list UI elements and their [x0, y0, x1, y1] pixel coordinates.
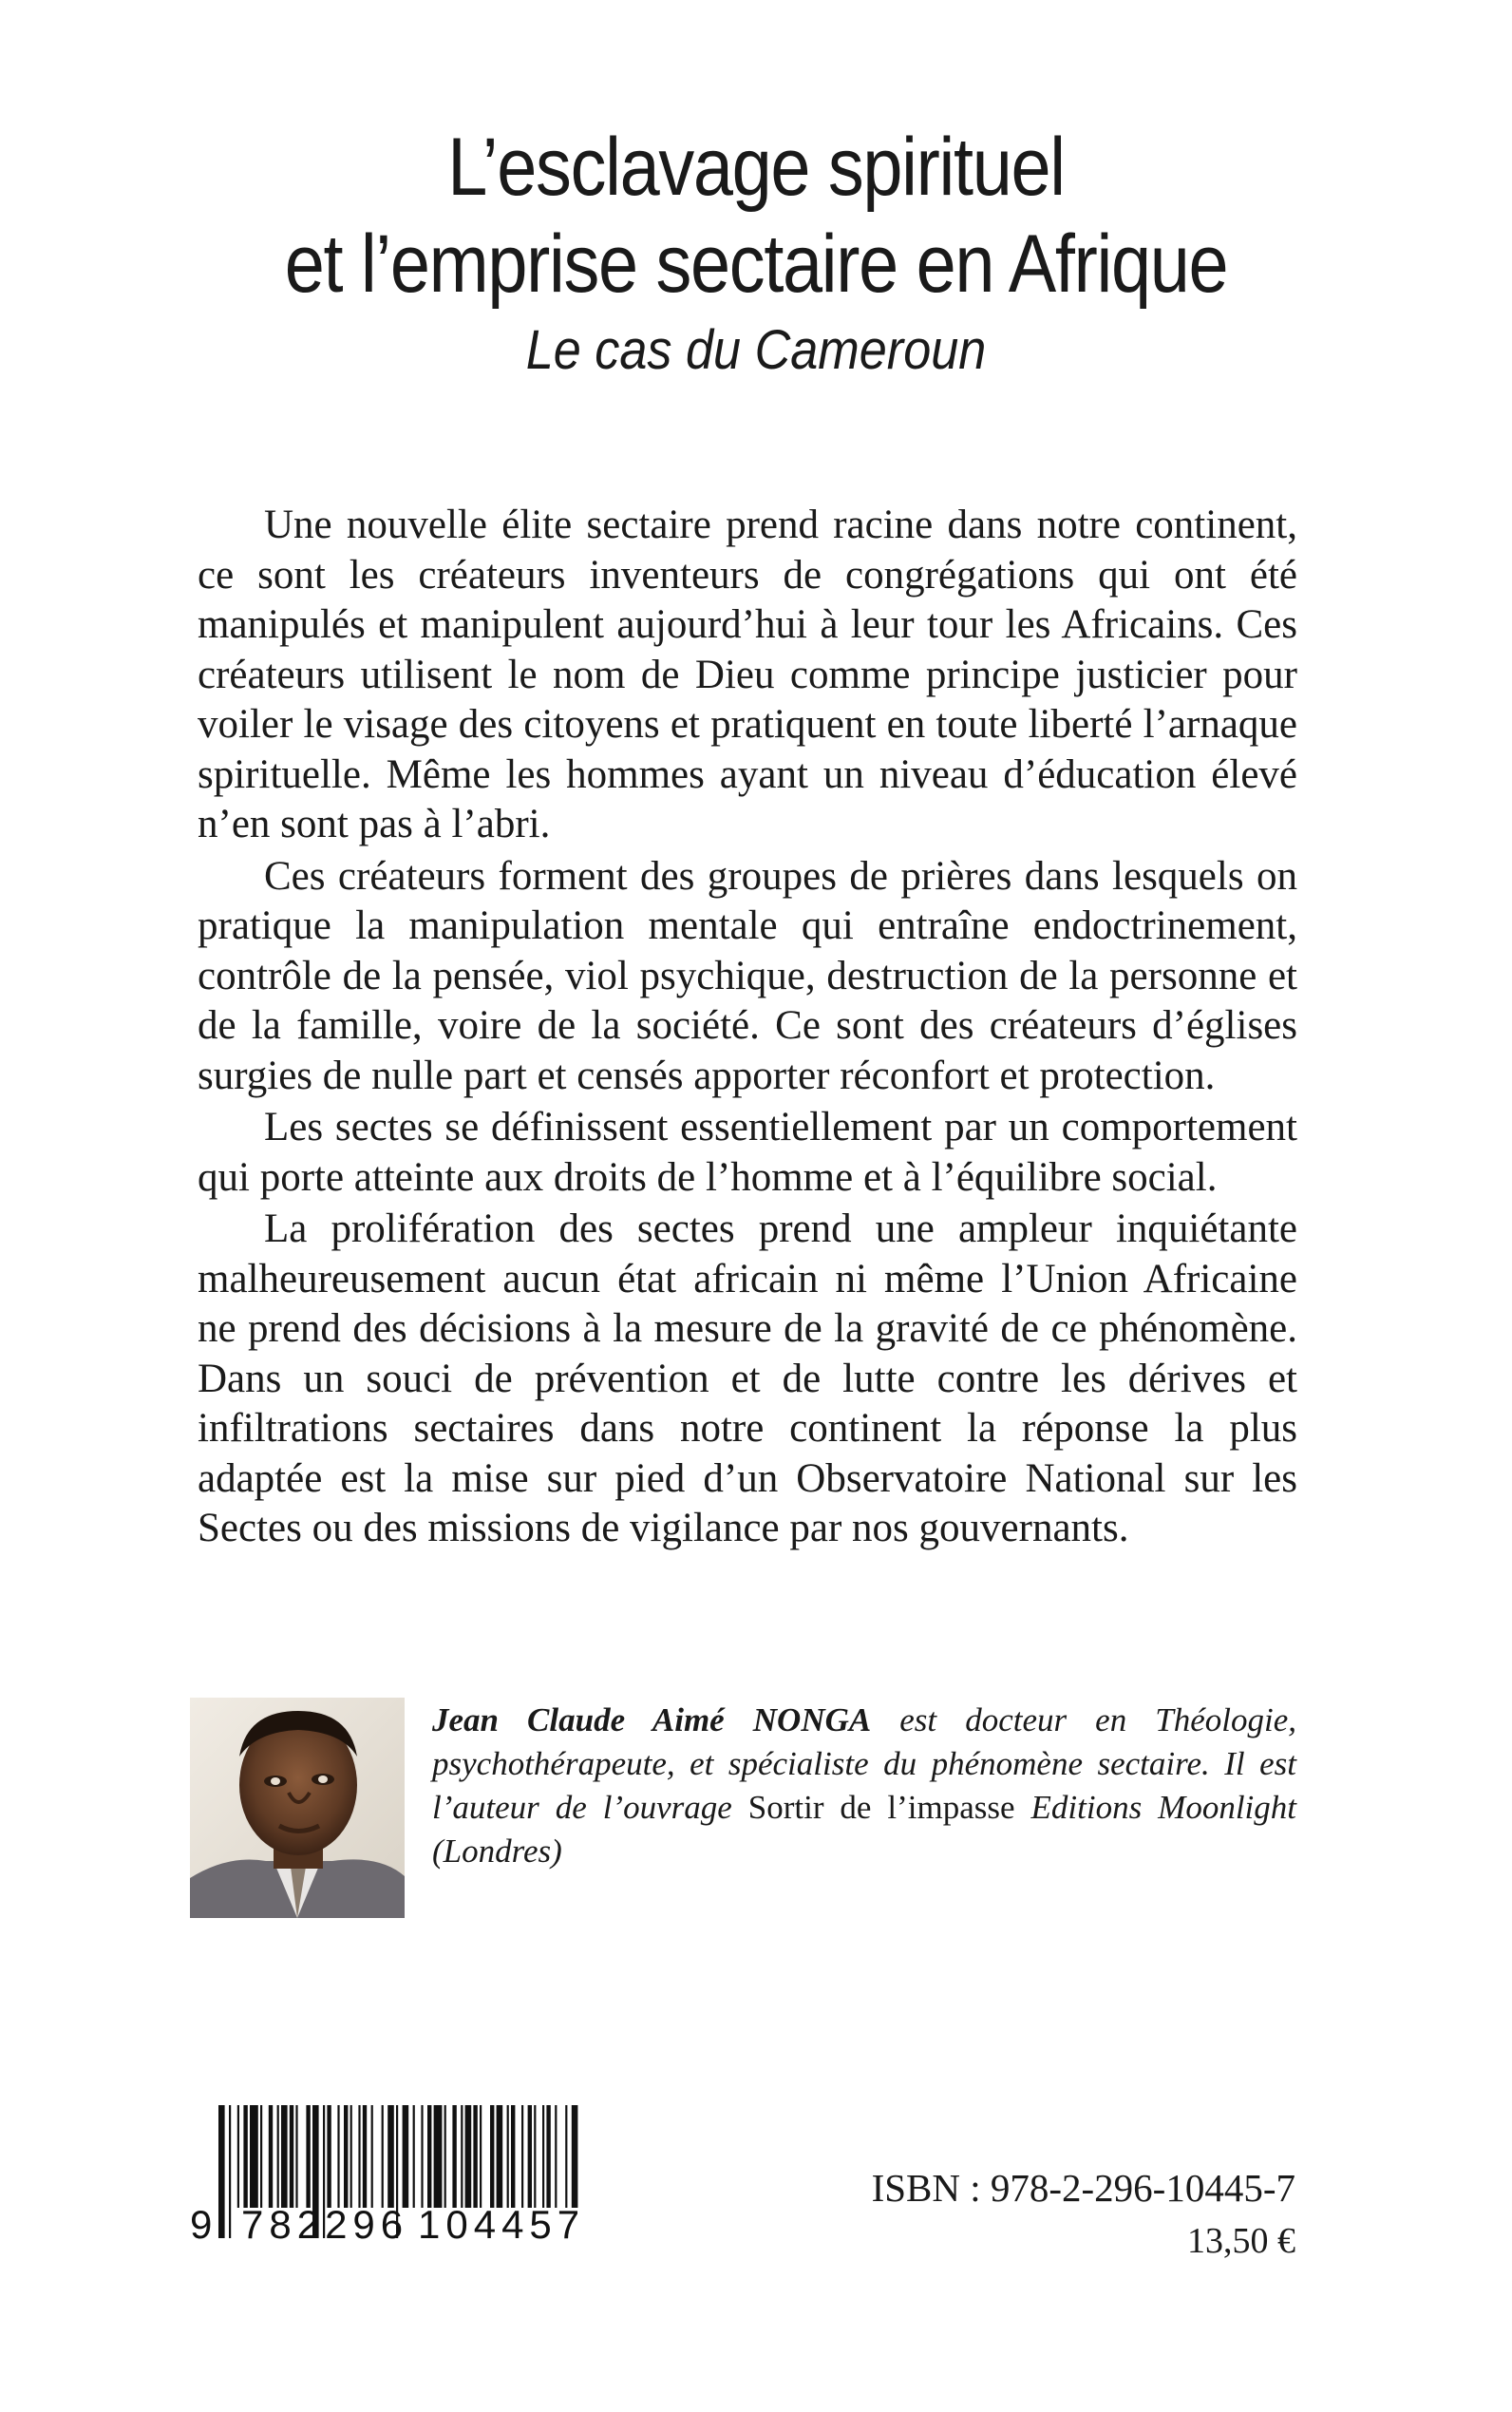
- barcode-bar: [358, 2105, 360, 2208]
- barcode-bar: [497, 2105, 503, 2208]
- barcode-bar: [290, 2105, 293, 2208]
- barcode-bar: [452, 2105, 456, 2208]
- barcode-bar: [572, 2105, 578, 2208]
- barcode-bar: [427, 2105, 431, 2208]
- barcode-bar: [363, 2105, 367, 2208]
- barcode-digit-group-1: 782296: [241, 2202, 409, 2247]
- barcode-bar: [344, 2105, 348, 2208]
- blurb-text: [198, 501, 1297, 1556]
- book-title-line-2: et l’emprise sectaire en Afrique: [284, 218, 1228, 310]
- barcode-bar: [327, 2105, 331, 2208]
- blurb-paragraph-2: Ces créateurs forment des groupes de prières dans lesquels on pratique la manipulation mentale qui entraîne endoctrinement, contrôle de la pensée, viol psychique, destruction de la personne et de la famille, voire de la société. Ce sont des créateurs d’églises surgies de nulle part et censés apporter réconfort et protection.: [198, 853, 1297, 1098]
- author-bio-text-1: est docteur en Théologie, psychothérapeute, et spécialiste du phénomène sectaire. Il est l’auteur de l’ouvrage: [432, 1701, 1297, 1826]
- author-name: Jean Claude Aimé NONGA: [432, 1701, 872, 1738]
- barcode-bar: [421, 2105, 423, 2208]
- barcode-bar: [387, 2105, 394, 2208]
- barcode-bar: [269, 2105, 273, 2208]
- title-block: [0, 119, 1512, 389]
- barcode-bar: [546, 2105, 550, 2208]
- blurb-paragraph-1: Une nouvelle élite sectaire prend racine dans notre continent, ce sont les créateurs inventeurs de congrégations qui ont été manipulés et manipulent aujourd’hui à leur tour les Africains. Ces créateurs utilisent le nom de Dieu comme principe justicier pour voiler le visage des citoyens et pratiquent en toute liberté l’arnaque spirituelle. Même les hommes ayant un niveau d’éducation élevé n’en sont pas à l’abri.: [198, 503, 1297, 846]
- barcode-bar: [277, 2105, 279, 2208]
- barcode-bar: [382, 2105, 384, 2208]
- author-book-title: Sortir de l’impasse: [747, 1789, 1015, 1826]
- barcode-bar: [490, 2105, 494, 2208]
- barcode-bar: [480, 2105, 482, 2208]
- barcode-bar: [260, 2105, 262, 2208]
- isbn: ISBN : 978-2-296-10445-7: [871, 2166, 1295, 2210]
- barcode-bar: [295, 2105, 297, 2208]
- barcode-bar: [473, 2105, 477, 2208]
- barcode-bar: [528, 2105, 532, 2208]
- blurb-paragraph-4: La prolifération des sectes prend une ampleur inquiétante malheureusement aucun état africain ni même l’Union Africaine ne prend des décisions à la mesure de la gravité de ce phénomène. Dans un souci de prévention et de lutte contre les dérives et infiltrations sectaires dans notre continent la réponse la plus adaptée est la mise sur pied d’un Observatoire National sur les Sectes ou des missions de vigilance par nos gouvernants.: [198, 1206, 1297, 1550]
- author-bio-text-2: Editions Moonlight (Londres): [432, 1789, 1296, 1870]
- barcode-bar: [461, 2105, 463, 2208]
- barcode-bar: [350, 2105, 352, 2208]
- barcode-bar: [444, 2105, 446, 2208]
- barcode-bar: [465, 2105, 472, 2208]
- book-subtitle: Le cas du Cameroun: [525, 319, 987, 381]
- barcode-bar: [507, 2105, 509, 2208]
- barcode-bar: [534, 2105, 536, 2208]
- barcode-digit-group-2: 104457: [418, 2202, 586, 2247]
- author-bio: [432, 1699, 1296, 1873]
- barcode-bar: [555, 2105, 557, 2208]
- barcode-bar: [565, 2105, 567, 2208]
- barcode-bar: [371, 2105, 373, 2208]
- barcode-bar: [511, 2105, 515, 2208]
- barcode-bar: [413, 2105, 415, 2208]
- blurb-paragraph-3: Les sectes se définissent essentiellement par un comportement qui porte atteinte aux droits de l’homme et à l’équilibre social.: [198, 1105, 1297, 1200]
- author-portrait-image: [190, 1698, 405, 1918]
- barcode-bar: [337, 2105, 339, 2208]
- barcode-bar: [306, 2105, 310, 2208]
- barcode-bar: [237, 2105, 239, 2208]
- book-title-line-1: L’esclavage spirituel: [447, 122, 1065, 213]
- barcode-bar: [250, 2105, 258, 2208]
- barcode-digits: [190, 2202, 608, 2259]
- barcode-bar: [243, 2105, 247, 2208]
- barcode-bar: [281, 2105, 288, 2208]
- barcode-bar: [434, 2105, 443, 2208]
- barcode-bar: [521, 2105, 523, 2208]
- barcode-bar: [542, 2105, 544, 2208]
- author-photo: [190, 1698, 405, 1918]
- barcode-bar: [403, 2105, 409, 2208]
- barcode-first-digit: 9: [190, 2202, 213, 2247]
- price: 13,50 €: [1187, 2221, 1295, 2261]
